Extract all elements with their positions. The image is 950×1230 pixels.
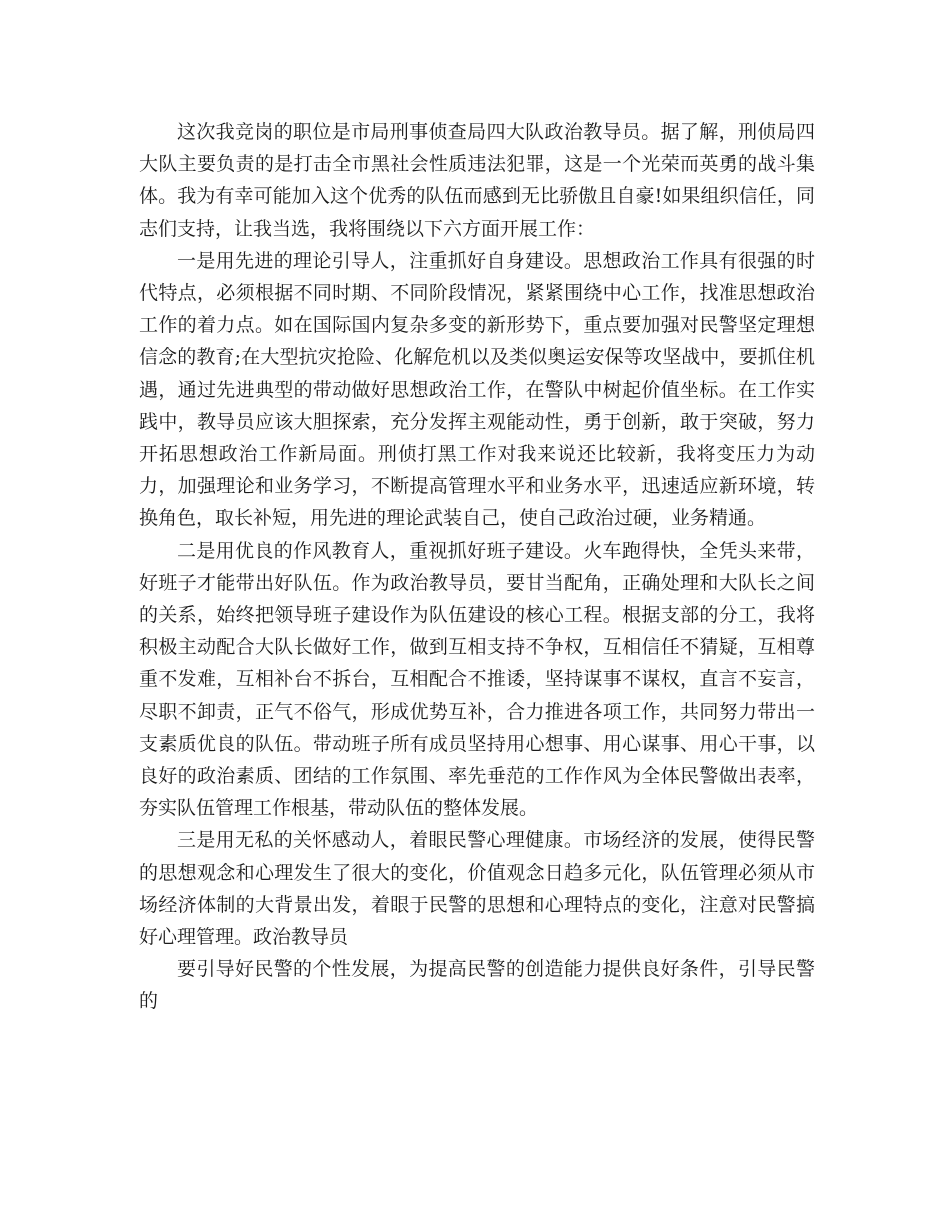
paragraph-point-one: 一是用先进的理论引导人，注重抓好自身建设。思想政治工作具有很强的时代特点，必须根据不同时期、不同阶段情况，紧紧围绕中心工作，找准思想政治工作的着力点。如在国际国内复杂多变的新形势下，重点要加强对民警坚定理想信念的教育;在大型抗灾抢险、化解危机以及类似奥运安保等攻坚战中，要抓住机遇，通过先进典型的带动做好思想政治工作，在警队中树起价值坐标。在工作实践中，教导员应该大胆探索，充分发挥主观能动性，勇于创新，敢于突破，努力开拓思想政治工作新局面。刑侦打黑工作对我来说还比较新，我将变压力为动力，加强理论和业务学习，不断提高管理水平和业务水平，迅速适应新环境，转换角色，取长补短，用先进的理论武装自己，使自己政治过硬，业务精通。	[139, 249, 815, 530]
paragraph-point-two: 二是用优良的作风教育人，重视抓好班子建设。火车跑得快，全凭头来带，好班子才能带出好队伍。作为政治教导员，要甘当配角，正确处理和大队长之间的关系，始终把领导班子建设作为队伍建设的核心工程。根据支部的分工，我将积极主动配合大队长做好工作，做到互相支持不争权，互相信任不猜疑，互相尊重不发难，互相补台不拆台，互相配合不推诿，坚持谋事不谋权，直言不妄言，尽职不卸责，正气不俗气，形成优势互补，合力推进各项工作，共同努力带出一支素质优良的队伍。带动班子所有成员坚持用心想事、用心谋事、用心干事，以良好的政治素质、团结的工作氛围、率先垂范的工作作风为全体民警做出表率，夯实队伍管理工作根基，带动队伍的整体发展。	[139, 539, 815, 820]
document-body	[139, 116, 815, 1018]
paragraph-point-three: 三是用无私的关怀感动人，着眼民警心理健康。市场经济的发展，使得民警的思想观念和心理发生了很大的变化，价值观念日趋多元化，队伍管理必须从市场经济体制的大背景出发，着眼于民警的思想和心理特点的变化，注意对民警搞好心理管理。政治教导员	[139, 829, 815, 949]
paragraph-intro: 这次我竞岗的职位是市局刑事侦查局四大队政治教导员。据了解，刑侦局四大队主要负责的是打击全市黑社会性质违法犯罪，这是一个光荣而英勇的战斗集体。我为有幸可能加入这个优秀的队伍而感到无比骄傲且自豪!如果组织信任，同志们支持，让我当选，我将围绕以下六方面开展工作：	[139, 121, 815, 240]
paragraph-continuation: 要引导好民警的个性发展，为提高民警的创造能力提供良好条件，引导民警的	[139, 958, 815, 1013]
